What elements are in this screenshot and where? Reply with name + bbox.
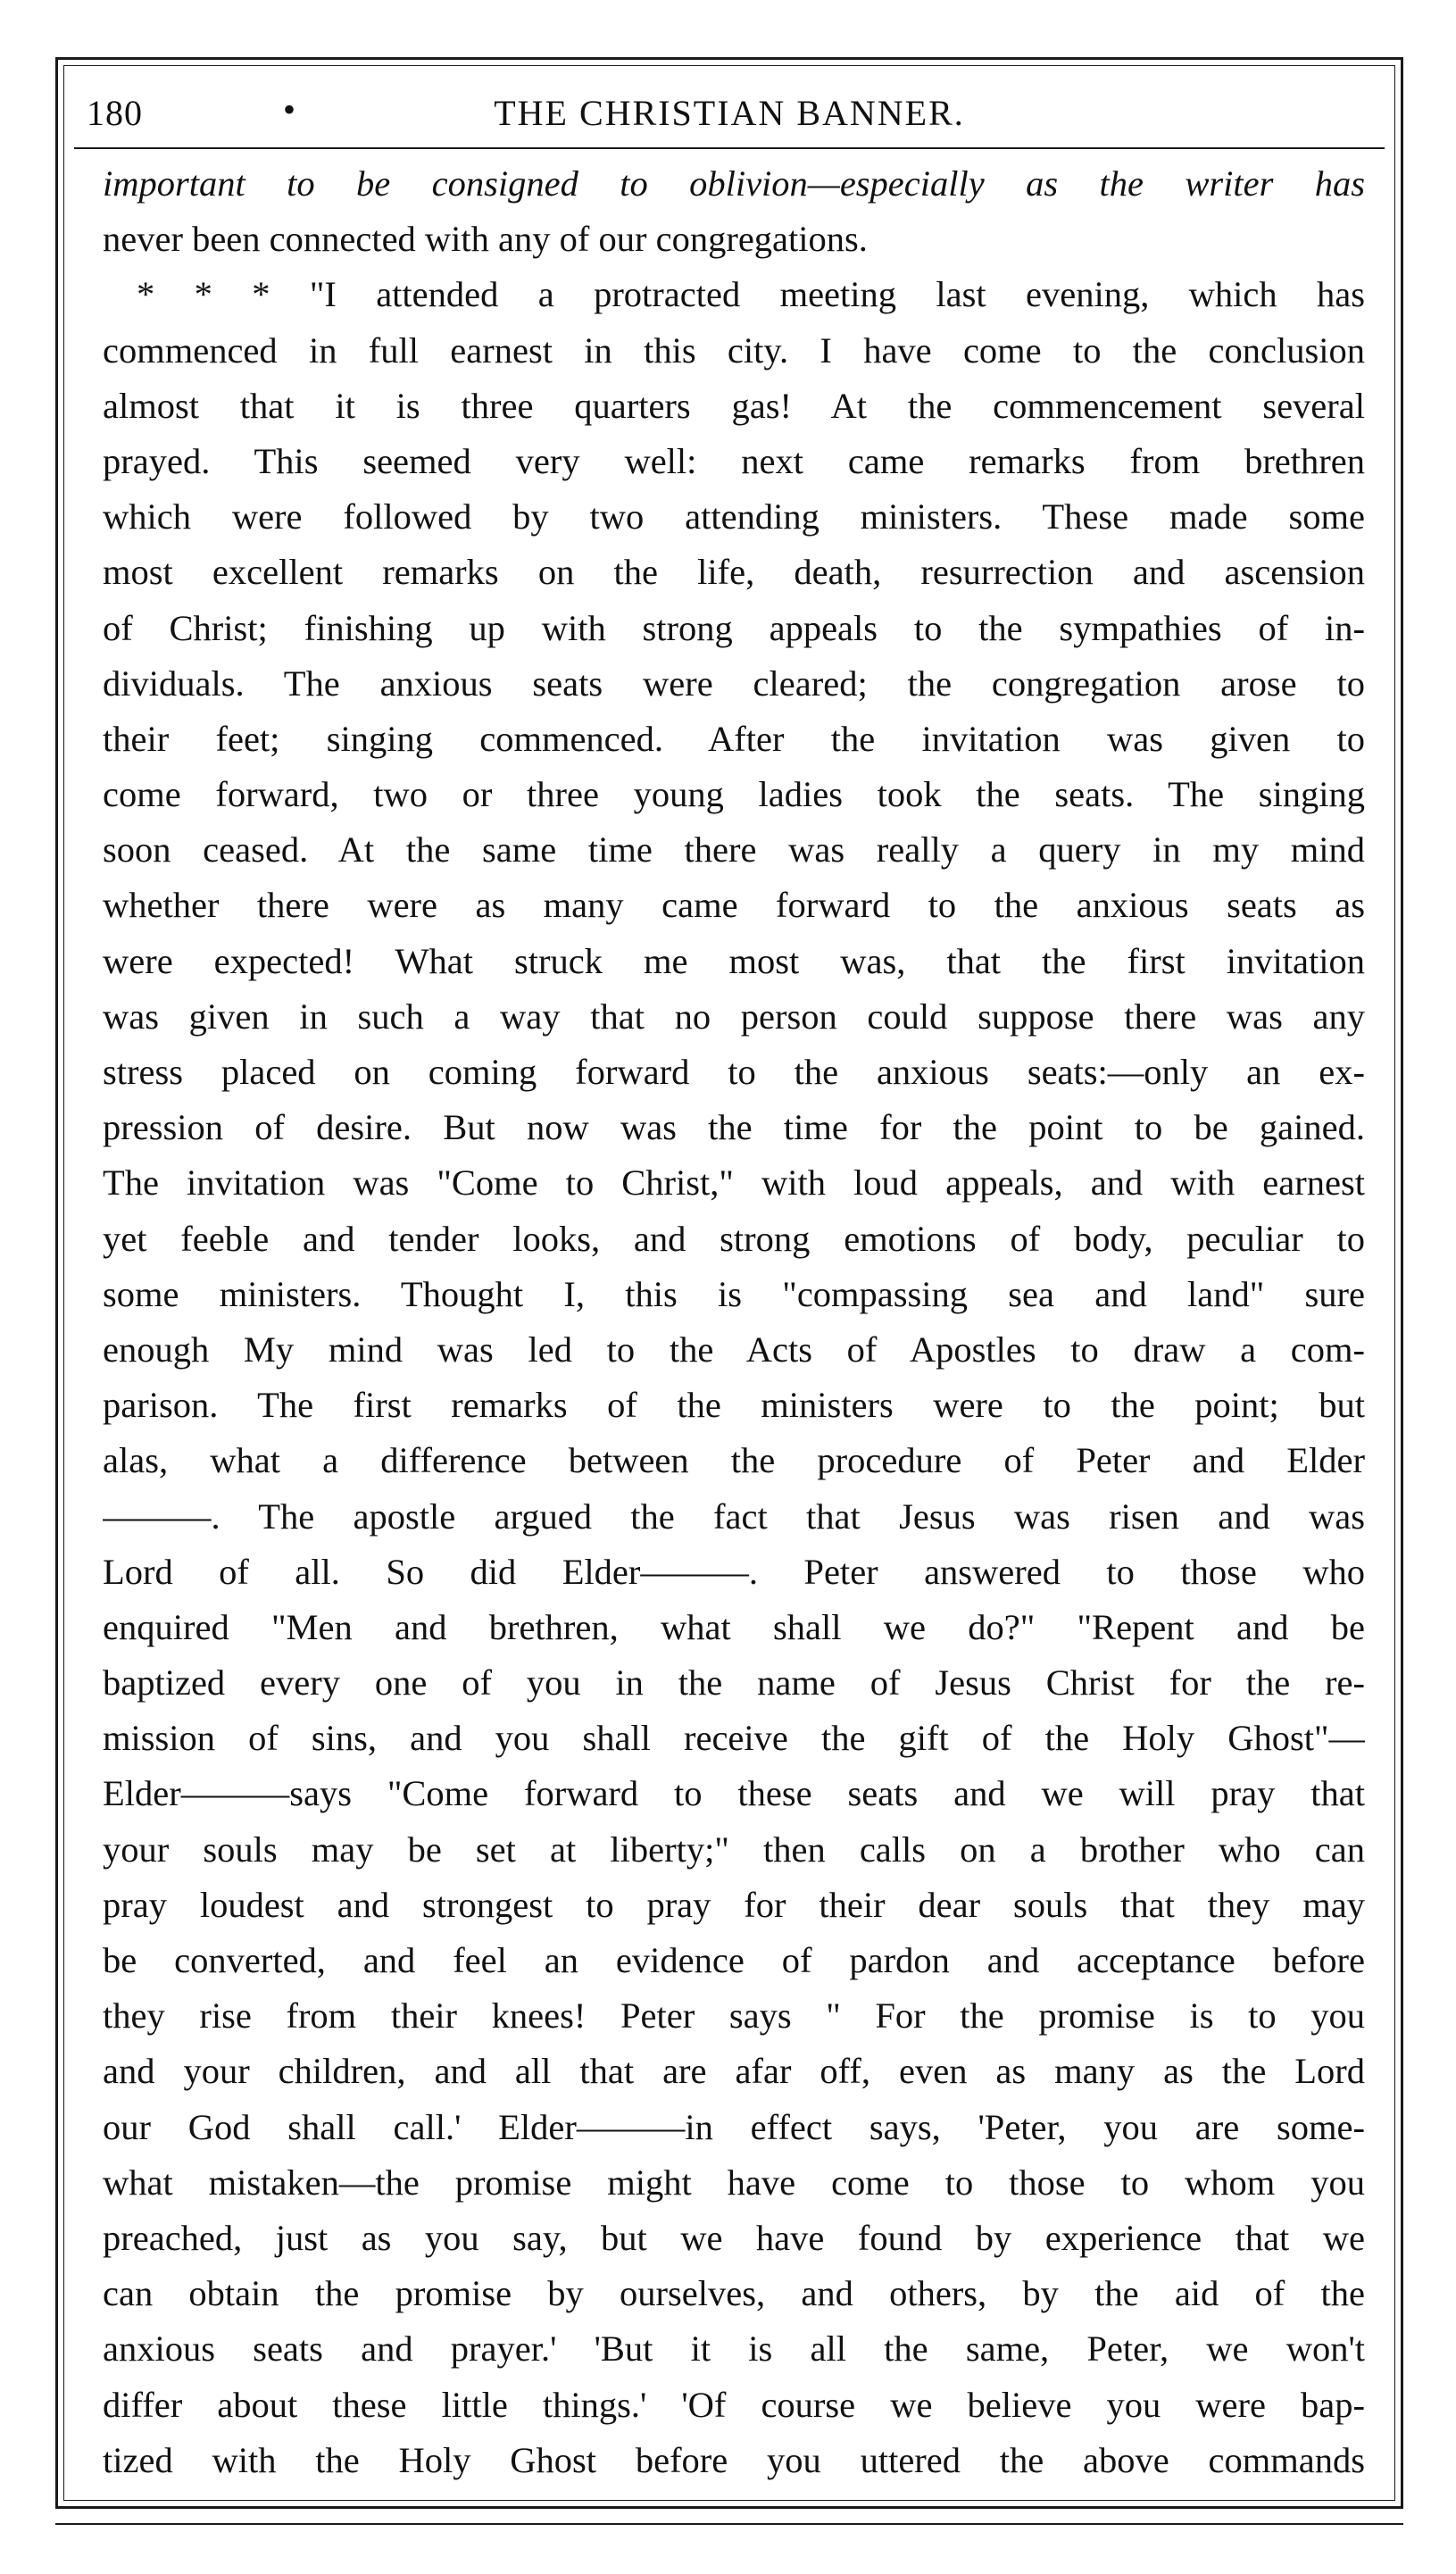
text-line: Lord of all. So did Elder———. Peter answered to those who bbox=[103, 1551, 1365, 1592]
text-line: our God shall call.' Elder———in effect says, 'Peter, you are some- bbox=[103, 2106, 1365, 2147]
text-line: stress placed on coming forward to the anxious seats:—only an ex- bbox=[103, 1052, 1365, 1092]
text-line: what mistaken—the promise might have come to those to whom you bbox=[103, 2162, 1365, 2203]
text-line: some ministers. Thought I, this is "compassing sea and land" sure bbox=[103, 1273, 1365, 1314]
text-line: The invitation was "Come to Christ," with loud appeals, and with earnest bbox=[103, 1162, 1365, 1204]
text-line: enquired "Men and brethren, what shall we do?" "Repent and be bbox=[103, 1606, 1365, 1647]
text-line: your souls may be set at liberty;" then calls on a brother who can bbox=[103, 1828, 1365, 1870]
page-number: 180 bbox=[87, 93, 143, 133]
text-line: commenced in full earnest in this city. I have come to the conclusion bbox=[103, 329, 1365, 371]
text-line: mission of sins, and you shall receive the gift of the Holy Ghost"— bbox=[103, 1718, 1365, 1759]
text-line: tized with the Holy Ghost before you uttered the above commands bbox=[103, 2439, 1365, 2480]
text-line: come forward, two or three young ladies took the seats. The singing bbox=[103, 774, 1365, 815]
running-header bbox=[78, 87, 1381, 149]
text-line: which were followed by two attending ministers. These made some bbox=[103, 496, 1365, 537]
text-line: enough My mind was led to the Acts of Apostles to draw a com- bbox=[103, 1329, 1365, 1370]
text-line: Elder———says "Come forward to these seats and we will pray that bbox=[103, 1773, 1365, 1814]
header-rule bbox=[74, 147, 1385, 149]
text-line: differ about these little things.' 'Of course we believe you were bap- bbox=[103, 2384, 1365, 2425]
text-line: pray loudest and strongest to pray for their dear souls that they may bbox=[103, 1884, 1365, 1925]
text-line: anxious seats and prayer.' 'But it is all the same, Peter, we won't bbox=[103, 2328, 1365, 2370]
text-line: soon ceased. At the same time there was really a query in my mind bbox=[103, 829, 1365, 870]
bottom-rule bbox=[55, 2523, 1403, 2525]
text-line: baptized every one of you in the name of Jesus Christ for the re- bbox=[103, 1662, 1365, 1704]
text-line: was given in such a way that no person could suppose there was any bbox=[103, 995, 1365, 1037]
text-line: alas, what a difference between the procedure of Peter and Elder bbox=[103, 1440, 1365, 1481]
text-line: yet feeble and tender looks, and strong emotions of body, peculiar to bbox=[103, 1218, 1365, 1259]
text-line: never been connected with any of our congregations. bbox=[103, 219, 868, 260]
page-frame bbox=[55, 57, 1403, 2509]
text-line: almost that it is three quarters gas! At the commencement several bbox=[103, 385, 1365, 426]
text-line: most excellent remarks on the life, death, resurrection and ascension bbox=[103, 552, 1365, 593]
text-line: can obtain the promise by ourselves, and others, by the aid of the bbox=[103, 2273, 1365, 2314]
text-line: and your children, and all that are afar off, even as many as the Lord bbox=[103, 2051, 1365, 2092]
text-line: were expected! What struck me most was, that the first invitation bbox=[103, 940, 1365, 981]
text-line: important to be consigned to oblivion—especially as the writer has bbox=[103, 163, 1365, 204]
header-ornament-dot: • bbox=[283, 89, 296, 129]
text-line: their feet; singing commenced. After the invitation was given to bbox=[103, 718, 1365, 759]
text-line: * * * "I attended a protracted meeting last evening, which has bbox=[137, 274, 1365, 315]
text-line: prayed. This seemed very well: next came remarks from brethren bbox=[103, 440, 1365, 481]
text-line: of Christ; finishing up with strong appeals to the sympathies of in- bbox=[103, 607, 1365, 648]
text-line: whether there were as many came forward to the anxious seats as bbox=[103, 885, 1365, 926]
text-line: pression of desire. But now was the time for the point to be gained. bbox=[103, 1107, 1365, 1148]
text-line: be converted, and feel an evidence of pardon and acceptance before bbox=[103, 1940, 1365, 1980]
running-title: THE CHRISTIAN BANNER. bbox=[494, 93, 965, 133]
article-body bbox=[103, 156, 1365, 2488]
text-line: parison. The first remarks of the ministers were to the point; but bbox=[103, 1385, 1365, 1426]
text-line: preached, just as you say, but we have found by experience that we bbox=[103, 2217, 1365, 2258]
text-line: they rise from their knees! Peter says " For the promise is to you bbox=[103, 1995, 1365, 2037]
text-line: dividuals. The anxious seats were cleared; the congregation arose to bbox=[103, 662, 1365, 704]
text-line: ———. The apostle argued the fact that Jesus was risen and was bbox=[103, 1495, 1365, 1537]
